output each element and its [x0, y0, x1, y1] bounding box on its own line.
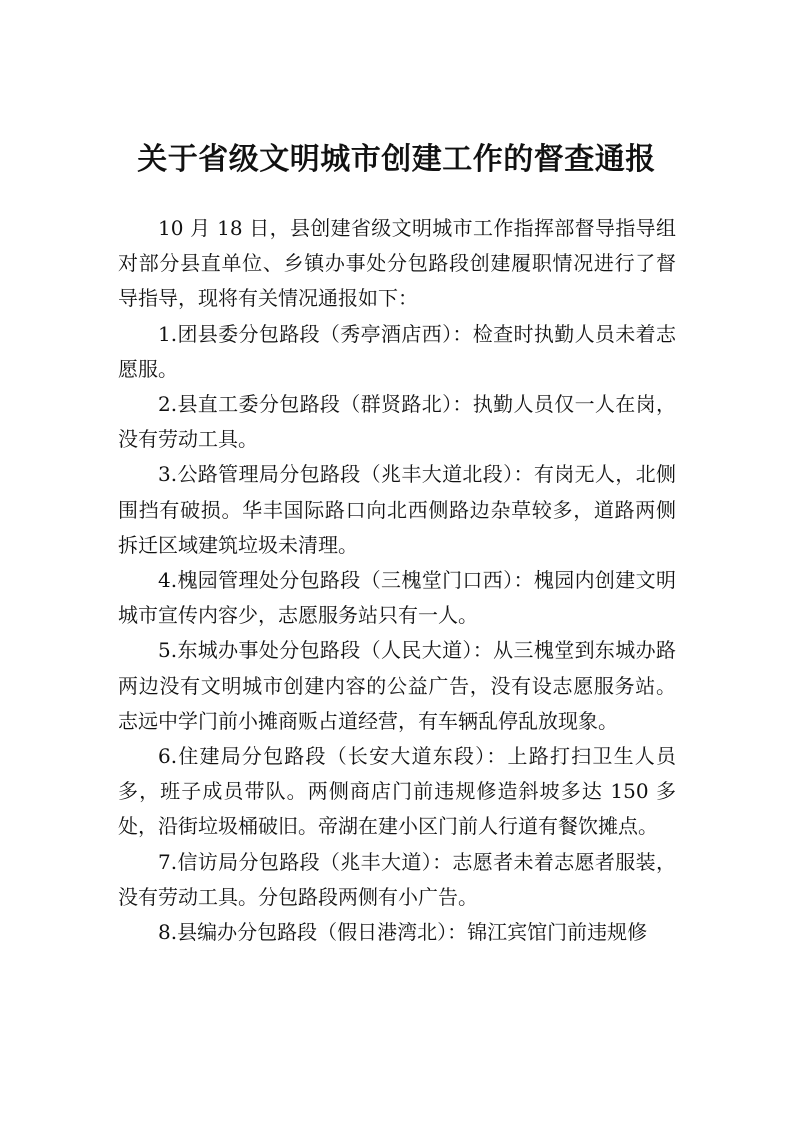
document-title: 关于省级文明城市创建工作的督查通报 — [137, 142, 656, 177]
paragraph-item-2: 2.县直工委分包路段（群贤路北）：执勤人员仅一人在岗，没有劳动工具。 — [118, 392, 676, 452]
paragraph-item-1: 1.团县委分包路段（秀亭酒店西）：检查时执勤人员未着志愿服。 — [118, 321, 676, 381]
paragraph-item-6: 6.住建局分包路段（长安大道东段）：上路打扫卫生人员多，班子成员带队。两侧商店门前违规修造斜坡多达 150 多处，沿街垃圾桶破旧。帝湖在建小区门前人行道有餐饮摊点。 — [118, 744, 676, 839]
paragraph-item-3: 3.公路管理局分包路段（兆丰大道北段）：有岗无人，北侧围挡有破损。华丰国际路口向北西侧路边杂草较多，道路两侧拆迁区域建筑垃圾未清理。 — [118, 462, 676, 557]
paragraph-item-4: 4.槐园管理处分包路段（三槐堂门口西）：槐园内创建文明城市宣传内容少，志愿服务站只有一人。 — [118, 568, 676, 628]
paragraph-intro: 10 月 18 日，县创建省级文明城市工作指挥部督导指导组对部分县直单位、乡镇办事处分包路段创建履职情况进行了督导指导，现将有关情况通报如下： — [118, 216, 676, 311]
document-body — [118, 211, 676, 950]
paragraph-item-8: 8.县编办分包路段（假日港湾北）：锦江宾馆门前违规修 — [158, 920, 648, 945]
paragraph-item-7: 7.信访局分包路段（兆丰大道）：志愿者未着志愿者服装，没有劳动工具。分包路段两侧有小广告。 — [118, 849, 676, 909]
paragraph-item-5: 5.东城办事处分包路段（人民大道）：从三槐堂到东城办路两边没有文明城市创建内容的公益广告，没有设志愿服务站。志远中学门前小摊商贩占道经营，有车辆乱停乱放现象。 — [118, 638, 676, 733]
